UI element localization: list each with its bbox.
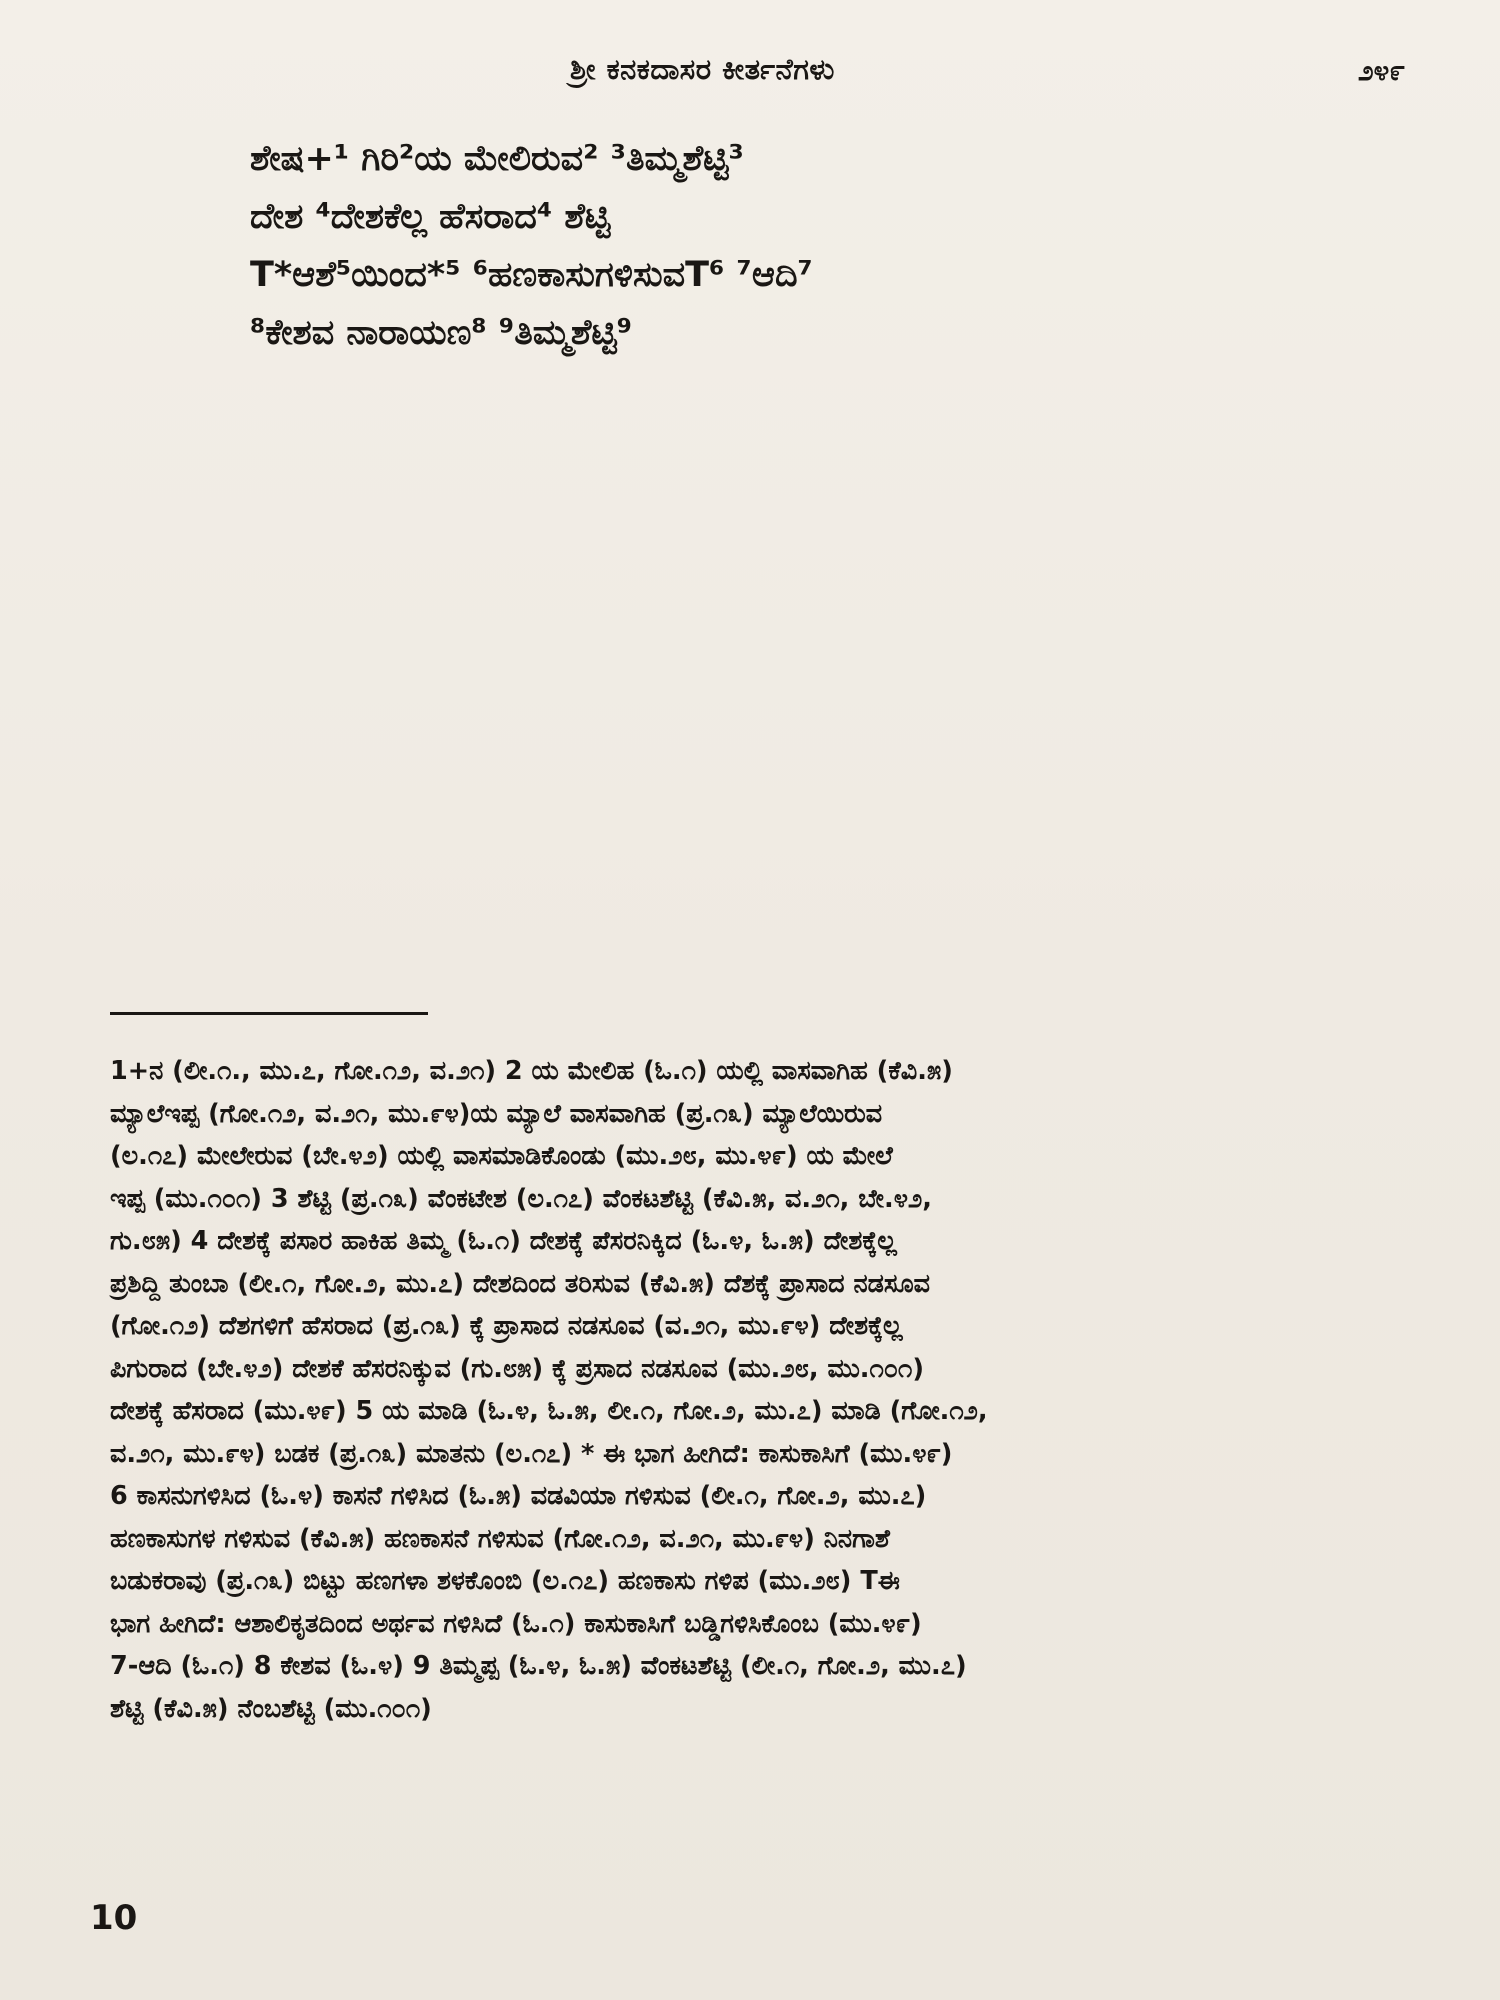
running-title: ಶ್ರೀ ಕನಕದಾಸರ ಕೀರ್ತನೆಗಳು (570, 52, 835, 86)
footnote-line: ಪಿಗುರಾದ (ಬೇ.೪೨) ದೇಶಕೆ ಹೆಸರನಿಕ್ಕುವ (ಗು.೮೫) ಕ್ಕೆ ಪ್ರಸಾದ ನಡಸೂವ (ಮು.೨೮, ಮು.೧೦೧) (110, 1353, 924, 1384)
verse-stanza (250, 130, 1350, 362)
footnote-line: ಬಡುಕರಾವು (ಪ್ರ.೧೩) ಬಿಟ್ಟು ಹಣಗಳಾ ಶಳಕೊಂಬಿ (ಲ.೧೭) ಹಣಕಾಸು ಗಳಿಪ (ಮು.೨೮) Tಈ (110, 1566, 900, 1596)
footnote-line: 1+ನ (ಲೀ.೧., ಮು.೭, ಗೋ.೧೨, ವ.೨೧) 2 ಯ ಮೇಲಿಹ (ಓ.೧) ಯಲ್ಲಿ ವಾಸವಾಗಿಹ (ಕೆವಿ.೫) (110, 1056, 953, 1086)
footnote-line: (ಲ.೧೭) ಮೇಲೇರುವ (ಬೇ.೪೨) ಯಲ್ಲಿ ವಾಸಮಾಡಿಕೊಂಡು (ಮು.೨೮, ಮು.೪೯) ಯ ಮೇಲೆ (110, 1141, 893, 1171)
footnote-line: ದೇಶಕ್ಕೆ ಹೆಸರಾದ (ಮು.೪೯) 5 ಯ ಮಾಡಿ (ಓ.೪, ಓ.೫, ಲೀ.೧, ಗೋ.೨, ಮು.೭) ಮಾಡಿ (ಗೋ.೧೨, (110, 1396, 988, 1426)
footnote-line: (ಗೋ.೧೨) ದೆಶಗಳಿಗೆ ಹೆಸರಾದ (ಪ್ರ.೧೩) ಕ್ಕೆ ಪ್ರಾಸಾದ ನಡಸೂವ (ವ.೨೧, ಮು.೯೪) ದೇಶಕ್ಕೆಲ್ಲ (110, 1311, 903, 1341)
footnote-line: ಪ್ರಶಿದ್ದಿ ತುಂಬಾ (ಲೀ.೧, ಗೋ.೨, ಮು.೭) ದೇಶದಿಂದ ತರಿಸುವ (ಕೆವಿ.೫) ದೆಶಕ್ಕೆ ಪ್ರಾಸಾದ ನಡಸೂವ (110, 1268, 931, 1299)
page-number: ೨೪೯ (1358, 54, 1406, 87)
footnote-line: ಭಾಗ ಹೀಗಿದೆ: ಆಶಾಲಿಕೃತದಿಂದ ಅರ್ಥವ ಗಳಿಸಿದೆ (ಓ.೧) ಕಾಸುಕಾಸಿಗೆ ಬಡ್ಡಿಗಳಿಸಿಕೊಂಬ (ಮು.೪೯) (110, 1608, 922, 1639)
footnote-divider (110, 1012, 428, 1015)
footnote-line: 7-ಆದಿ (ಓ.೧) 8 ಕೇಶವ (ಓ.೪) 9 ತಿಮ್ಮಪ್ಪ (ಓ.೪, ಓ.೫) ವೆಂಕಟಶೆಟ್ಟಿ (ಲೀ.೧, ಗೋ.೨, ಮು.೭) (110, 1651, 967, 1681)
page-header (0, 48, 1500, 98)
verse-line: T*ಆಶೆ⁵ಯಿಂದ*⁵ ⁶ಹಣಕಾಸುಗಳಿಸುವT⁶ ⁷ಆದಿ⁷ (250, 255, 813, 295)
footnote-line: ಮ್ಯಾಲೆಇಪ್ಪ (ಗೋ.೧೨, ವ.೨೧, ಮು.೯೪)ಯ ಮ್ಯಾಲೆ ವಾಸವಾಗಿಹ (ಪ್ರ.೧೩) ಮ್ಯಾಲೆಯಿರುವ (110, 1098, 883, 1129)
footnote-line: ಗು.೮೫) 4 ದೇಶಕ್ಕೆ ಪಸಾರ ಹಾಕಿಹ ತಿಮ್ಮ (ಓ.೧) ದೇಶಕ್ಕೆ ಪೆಸರನಿಕ್ಕಿದ (ಓ.೪, ಓ.೫) ದೇಶಕ್ಕೆಲ್ಲ (110, 1226, 897, 1256)
footnote-line: ಹಣಕಾಸುಗಳ ಗಳಿಸುವ (ಕೆವಿ.೫) ಹಣಕಾಸನೆ ಗಳಿಸುವ (ಗೋ.೧೨, ವ.೨೧, ಮು.೯೪) ನಿನಗಾಶೆ (110, 1523, 890, 1554)
footnote-line: ಶೆಟ್ಟಿ (ಕೆವಿ.೫) ನೆಂಬಶೆಟ್ಟಿ (ಮು.೧೦೧) (110, 1693, 432, 1724)
footnote-line: ವ.೨೧, ಮು.೯೪) ಬಡಕ (ಪ್ರ.೧೩) ಮಾತನು (ಲ.೧೭) * ಈ ಭಾಗ ಹೀಗಿದೆ: ಕಾಸುಕಾಸಿಗೆ (ಮು.೪೯) (110, 1438, 953, 1469)
footnote-line: 6 ಕಾಸನುಗಳಿಸಿದ (ಓ.೪) ಕಾಸನೆ ಗಳಿಸಿದ (ಓ.೫) ವಡವಿಯಾ ಗಳಿಸುವ (ಲೀ.೧, ಗೋ.೨, ಮು.೭) (110, 1481, 927, 1511)
verse-line: ⁸ಕೇಶವ ನಾರಾಯಣ⁸ ⁹ತಿಮ್ಮಶೆಟ್ಟಿ⁹ (250, 313, 633, 353)
folio-number: 10 (90, 1898, 138, 1938)
footnote-line: ಇಪ್ಪ (ಮು.೧೦೧) 3 ಶೆಟ್ಟಿ (ಪ್ರ.೧೩) ವೆಂಕಟೇಶ (ಲ.೧೭) ವೆಂಕಟಶೆಟ್ಟಿ (ಕೆವಿ.೫, ವ.೨೧, ಬೇ.೪೨, (110, 1183, 932, 1214)
footnotes (110, 1050, 1410, 1730)
verse-line: ದೇಶ ⁴ದೇಶಕೆಲ್ಲ ಹೆಸರಾದ⁴ ಶೆಟ್ಟಿ (250, 197, 611, 237)
verse-line: ಶೇಷ+¹ ಗಿರಿ²ಯ ಮೇಲಿರುವ² ³ತಿಮ್ಮಶೆಟ್ಟಿ³ (250, 139, 744, 179)
